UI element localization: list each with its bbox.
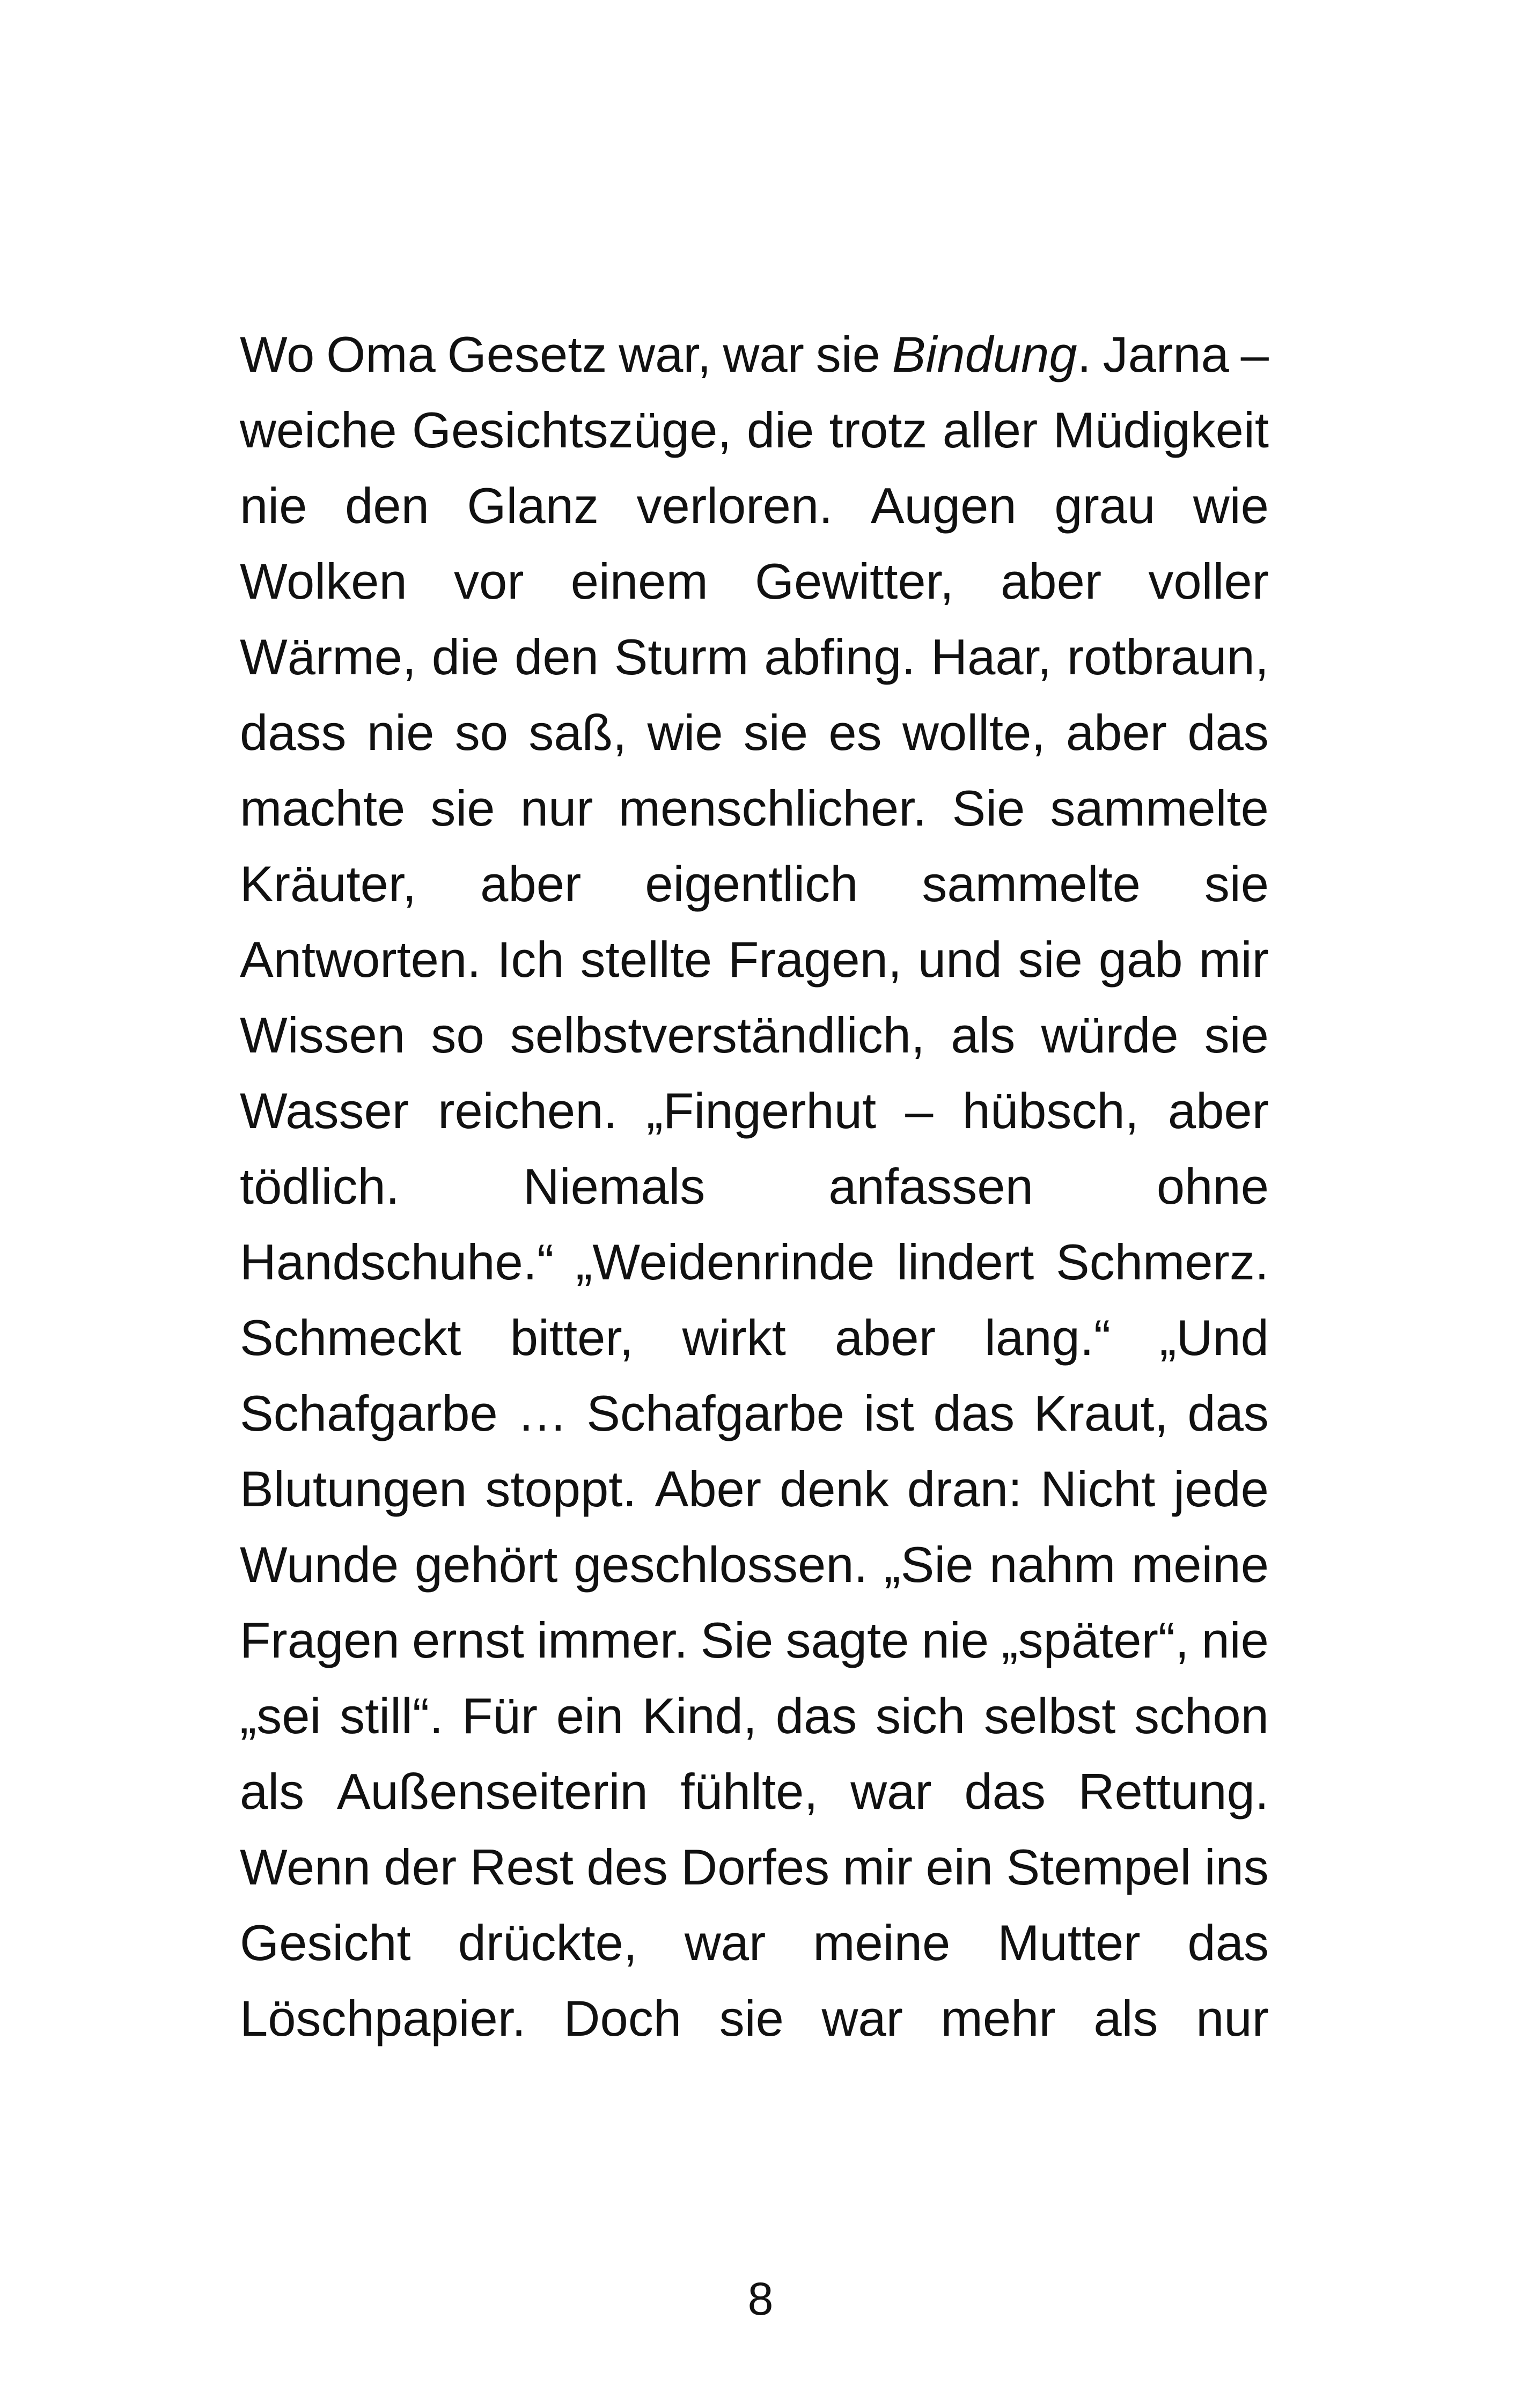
word: ein: [556, 1688, 624, 1744]
text-line: [240, 1829, 1269, 1905]
word: nie: [921, 1612, 989, 1668]
word: Kind,: [642, 1688, 758, 1744]
word: nur: [1196, 1990, 1269, 2046]
word: Schmerz.: [1056, 1234, 1269, 1290]
word: sagte: [785, 1612, 909, 1668]
word: immer.: [537, 1612, 688, 1668]
word: mir: [1199, 931, 1269, 988]
word: „Fingerhut: [646, 1083, 877, 1139]
word: des: [586, 1839, 668, 1895]
word: …: [517, 1385, 568, 1441]
word: eigentlich: [645, 856, 858, 912]
word: ein: [925, 1839, 993, 1895]
word: „Und: [1159, 1309, 1269, 1366]
word: Aber: [655, 1461, 762, 1517]
word: wie: [647, 704, 723, 761]
word: schon: [1134, 1688, 1269, 1744]
word: „Sie: [884, 1536, 974, 1593]
word: Mutter: [997, 1914, 1141, 1971]
word: sie: [743, 704, 809, 761]
word: saß,: [528, 704, 627, 761]
word: ist: [863, 1385, 914, 1441]
word: als: [1093, 1990, 1158, 2046]
word: so: [454, 704, 508, 761]
word: aber: [834, 1309, 936, 1366]
word: sammelte: [922, 856, 1141, 912]
word: als: [240, 1763, 305, 1820]
word: Wunde: [240, 1536, 399, 1593]
word: Niemals: [523, 1158, 706, 1214]
word: das: [933, 1385, 1015, 1441]
word: Wo: [240, 326, 315, 382]
page-number: 8: [747, 2273, 774, 2325]
word: meine: [1131, 1536, 1269, 1593]
word: aber: [1001, 553, 1102, 609]
text-line: [240, 1527, 1269, 1602]
word: als: [951, 1007, 1016, 1063]
word: Doch: [563, 1990, 682, 2046]
text-line: [240, 468, 1269, 543]
word: nahm: [989, 1536, 1116, 1593]
word: Schafgarbe: [240, 1385, 498, 1441]
word: Wasser: [240, 1083, 409, 1139]
text-line: [240, 1678, 1269, 1754]
word: Gewitter,: [754, 553, 954, 609]
text-line: [240, 997, 1269, 1073]
text-line: [240, 619, 1269, 695]
word: jede: [1173, 1461, 1269, 1517]
text-line: [240, 1148, 1269, 1224]
word: tödlich.: [240, 1158, 400, 1214]
word: abfing.: [764, 629, 916, 685]
text-line: [240, 1754, 1269, 1829]
word: Wolken: [240, 553, 407, 609]
word: war,: [619, 326, 711, 382]
word: Glanz: [467, 477, 599, 534]
text-line: [240, 922, 1269, 997]
body-text: [240, 316, 1269, 2056]
word: Augen: [870, 477, 1017, 534]
word: still“.: [340, 1688, 444, 1744]
word: Jarna: [1103, 326, 1229, 382]
word: sich: [875, 1688, 966, 1744]
word: sammelte: [1050, 780, 1269, 836]
word: gehört: [414, 1536, 558, 1593]
word: und: [917, 931, 1002, 988]
word: ins: [1204, 1839, 1269, 1895]
word: –: [905, 1083, 934, 1139]
word: sie: [430, 780, 495, 836]
word: das: [1187, 704, 1269, 761]
word: aber: [480, 856, 582, 912]
word: Antworten.: [240, 931, 481, 988]
word: Gesicht: [240, 1914, 411, 1971]
text-line: [240, 1073, 1269, 1148]
word: Ich: [497, 931, 564, 988]
word: dass: [240, 704, 347, 761]
text-line: [240, 770, 1269, 846]
word: der: [384, 1839, 457, 1895]
word: Kräuter,: [240, 856, 417, 912]
word: Gesichtszüge,: [412, 402, 732, 458]
word: Rettung.: [1078, 1763, 1269, 1820]
text-line: [240, 392, 1269, 468]
word: selbst: [983, 1688, 1116, 1744]
word: sie: [1204, 1007, 1269, 1063]
word: nie: [240, 477, 307, 534]
word: Wissen: [240, 1007, 406, 1063]
word: dran:: [907, 1461, 1023, 1517]
word: Schafgarbe: [586, 1385, 845, 1441]
word: bitter,: [510, 1309, 634, 1366]
word: Nicht: [1040, 1461, 1156, 1517]
word: menschlicher.: [618, 780, 927, 836]
word: aber: [1167, 1083, 1269, 1139]
word: sie: [1018, 931, 1083, 988]
word: voller: [1148, 553, 1269, 609]
word: machte: [240, 780, 406, 836]
word: den: [515, 629, 599, 685]
word: verloren.: [636, 477, 833, 534]
word: war: [850, 1763, 932, 1820]
word: wollte,: [902, 704, 1046, 761]
word: denk: [780, 1461, 889, 1517]
word: war: [723, 326, 804, 382]
word: grau: [1054, 477, 1156, 534]
word: Stempel: [1006, 1839, 1192, 1895]
word: „Weidenrinde: [576, 1234, 875, 1290]
word: das: [775, 1688, 857, 1744]
word: Dorfes: [681, 1839, 830, 1895]
text-line: [240, 1980, 1269, 2056]
word: wirkt: [682, 1309, 786, 1366]
word: Sie: [952, 780, 1025, 836]
word: die: [431, 629, 499, 685]
word: Wärme,: [240, 629, 416, 685]
word: „sei: [240, 1688, 321, 1744]
word: weiche: [240, 402, 397, 458]
text-line: [240, 1300, 1269, 1375]
word: reichen.: [438, 1083, 618, 1139]
word: drückte,: [458, 1914, 637, 1971]
word: vor: [453, 553, 524, 609]
word: [892, 316, 1091, 392]
word: mir: [842, 1839, 913, 1895]
word: Außenseiterin: [336, 1763, 648, 1820]
word: Für: [462, 1688, 538, 1744]
word: sie: [815, 326, 880, 382]
word: –: [1240, 326, 1269, 382]
text-line: [240, 543, 1269, 619]
word: Kraut,: [1033, 1385, 1169, 1441]
word: nie: [1201, 1612, 1269, 1668]
word: würde: [1041, 1007, 1179, 1063]
word: Löschpapier.: [240, 1990, 526, 2046]
word: Fragen,: [728, 931, 902, 988]
word: „später“,: [1001, 1612, 1189, 1668]
text-line: [240, 1375, 1269, 1451]
word: wie: [1193, 477, 1269, 534]
word: Haar,: [931, 629, 1052, 685]
text-line: [240, 1451, 1269, 1527]
word: einem: [570, 553, 708, 609]
word: Sie: [700, 1612, 774, 1668]
word: Blutungen: [240, 1461, 467, 1517]
word: ohne: [1156, 1158, 1269, 1214]
text-line: [240, 316, 1269, 392]
word: aller: [942, 402, 1038, 458]
word: Fragen: [240, 1612, 400, 1668]
word: fühlte,: [680, 1763, 818, 1820]
word: geschlossen.: [574, 1536, 868, 1593]
word: war: [684, 1914, 766, 1971]
word: selbstverständlich,: [510, 1007, 925, 1063]
word: das: [964, 1763, 1046, 1820]
word: war: [821, 1990, 903, 2046]
word: gab: [1098, 931, 1183, 988]
word: den: [345, 477, 429, 534]
word-punctuation: .: [1077, 326, 1091, 382]
word: sie: [719, 1990, 784, 2046]
word: sie: [1204, 856, 1269, 912]
word: lang.“: [984, 1309, 1111, 1366]
word: nie: [366, 704, 435, 761]
word: Oma: [326, 326, 436, 382]
word: die: [746, 402, 814, 458]
word: Müdigkeit: [1053, 402, 1269, 458]
text-line: [240, 1602, 1269, 1678]
word: stellte: [580, 931, 712, 988]
text-line: [240, 1224, 1269, 1300]
word: nur: [520, 780, 593, 836]
word: es: [828, 704, 882, 761]
text-line: [240, 695, 1269, 770]
word: das: [1187, 1385, 1269, 1441]
word: Schmeckt: [240, 1309, 461, 1366]
word: Rest: [469, 1839, 574, 1895]
text-line: [240, 1905, 1269, 1980]
word: meine: [813, 1914, 951, 1971]
word: mehr: [940, 1990, 1056, 2046]
italic-word: Bindung: [892, 326, 1077, 382]
word: lindert: [897, 1234, 1034, 1290]
word: hübsch,: [962, 1083, 1139, 1139]
word: Wenn: [240, 1839, 371, 1895]
word: Sturm: [614, 629, 749, 685]
word: anfassen: [828, 1158, 1033, 1214]
word: stoppt.: [485, 1461, 637, 1517]
word: aber: [1066, 704, 1167, 761]
word: das: [1187, 1914, 1269, 1971]
word: ernst: [412, 1612, 525, 1668]
word: rotbraun,: [1067, 629, 1269, 685]
word: Gesetz: [447, 326, 607, 382]
word: trotz: [829, 402, 928, 458]
word: Handschuhe.“: [240, 1234, 554, 1290]
word: so: [431, 1007, 484, 1063]
text-line: [240, 846, 1269, 922]
